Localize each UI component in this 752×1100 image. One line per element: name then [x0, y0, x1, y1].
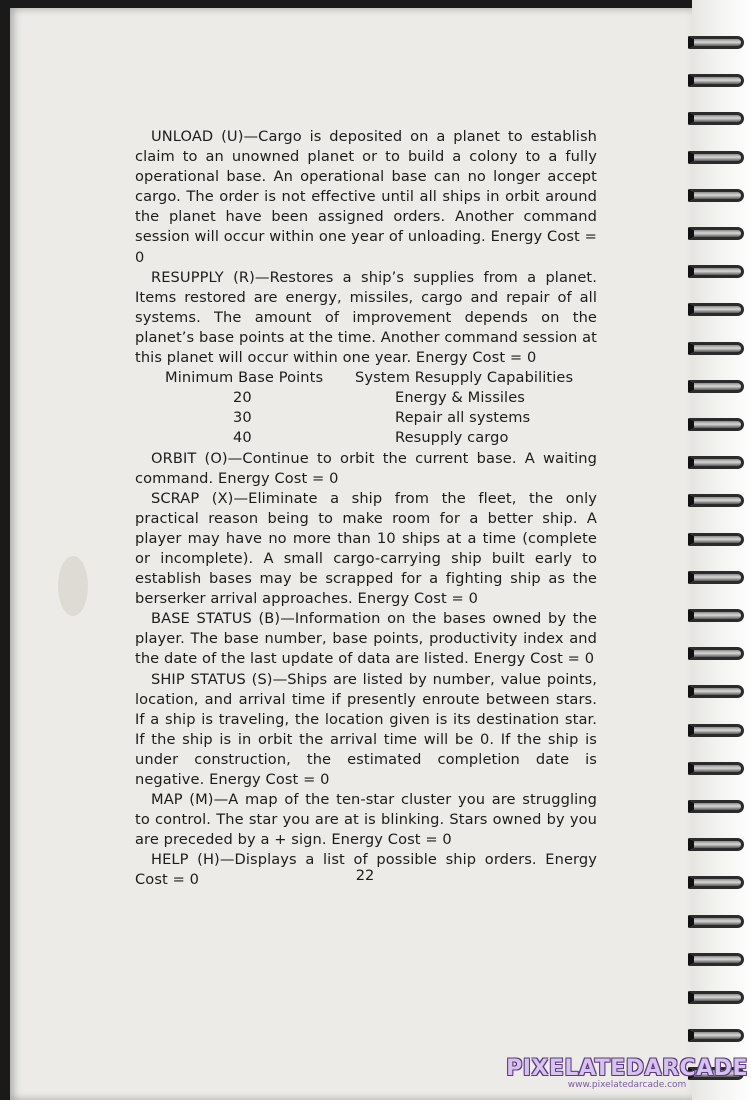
table-cell: Repair all systems [395, 409, 531, 427]
resupply-table [135, 368, 597, 448]
table-cell: 20 [233, 389, 252, 407]
binding-coil [688, 1029, 744, 1042]
paragraph-unload: UNLOAD (U)—Cargo is deposited on a planet to establish claim to an unowned planet or to build a colony to a fully operational base. An operational base can no longer accept cargo. The order is not effective until all ships in orbit around the planet have been assigned orders. Another command session will occur within one year of unloading. Energy Cost = 0 [135, 128, 597, 266]
body-text [135, 127, 597, 891]
paragraph-map: MAP (M)—A map of the ten-star cluster you are struggling to control. The star you are at is blinking. Stars owned by you are preceded by a + sign. Energy Cost = 0 [135, 791, 597, 849]
table-cell: Energy & Missiles [395, 389, 525, 407]
table-header: Minimum Base Points [165, 369, 324, 387]
table-cell: Resupply cargo [395, 429, 509, 447]
binding-coil [688, 380, 744, 393]
page-number: 22 [355, 867, 375, 884]
binding-coil [688, 724, 744, 737]
table-row [135, 428, 597, 448]
binding-coil [688, 762, 744, 775]
binding-coil [688, 36, 744, 49]
binding-coil [688, 609, 744, 622]
watermark-url: www.pixelatedarcade.com [567, 1080, 687, 1090]
binding-coil [688, 800, 744, 813]
table-header: System Resupply Capabilities [355, 369, 574, 387]
binding-coil [688, 227, 744, 240]
page-right-edge [692, 0, 752, 1100]
binding-coil [688, 265, 744, 278]
binding-coil [688, 74, 744, 87]
paragraph-ship-status: SHIP STATUS (S)—Ships are listed by number, value points, location, and arrival time if presently enroute between stars. If a ship is traveling, the location given is its destination star. If the ship is in orbit the arrival time will be 0. If the ship is under construction, the estimated completion date is negative. Energy Cost = 0 [135, 670, 597, 788]
binding-coil [688, 303, 744, 316]
binding-coil [688, 953, 744, 966]
paragraph-base-status: BASE STATUS (B)—Information on the bases owned by the player. The base number, base points, productivity index and the date of the last update of data are listed. Energy Cost = 0 [135, 610, 597, 668]
binding-coil [688, 685, 744, 698]
binding-coil [688, 112, 744, 125]
watermark [506, 1056, 748, 1090]
binding-coil [688, 571, 744, 584]
paragraph-resupply: RESUPPLY (R)—Restores a ship’s supplies from a planet. Items restored are energy, missiles, cargo and repair of all systems. The amount of improvement depends on the planet’s base points at the time. Another command session at this planet will occur within one year. Energy Cost = 0 [135, 268, 597, 367]
binding-coil [688, 838, 744, 851]
binding-coil [688, 418, 744, 431]
binding-coil [688, 342, 744, 355]
paragraph-scrap: SCRAP (X)—Eliminate a ship from the fleet, the only practical reason being to make room for a better ship. A player may have no more than 10 ships at a time (complete or incomplete). A small cargo-carrying ship built early to establish bases may be scrapped for a fighting ship as the berserker arrival approaches. Energy Cost = 0 [135, 489, 597, 608]
binding-coil [688, 456, 744, 469]
binding-coil [688, 189, 744, 202]
table-row [135, 388, 597, 408]
table-cell: 30 [233, 409, 252, 427]
binding-coil [688, 991, 744, 1004]
binding-coil [688, 151, 744, 164]
paragraph-help: HELP (H)—Displays a list of possible ship orders. Energy Cost = 0 [135, 851, 597, 889]
table-header-row [135, 368, 597, 388]
binding-coil [688, 915, 744, 928]
paragraph-orbit: ORBIT (O)—Continue to orbit the current base. A waiting command. Energy Cost = 0 [135, 449, 597, 487]
table-row [135, 408, 597, 428]
binding-coil [688, 647, 744, 660]
binding-coil [688, 533, 744, 546]
page-stain [58, 556, 88, 616]
table-cell: 40 [233, 429, 252, 447]
binding-coil [688, 494, 744, 507]
watermark-brand: PIXELATEDARCADE [506, 1056, 748, 1081]
